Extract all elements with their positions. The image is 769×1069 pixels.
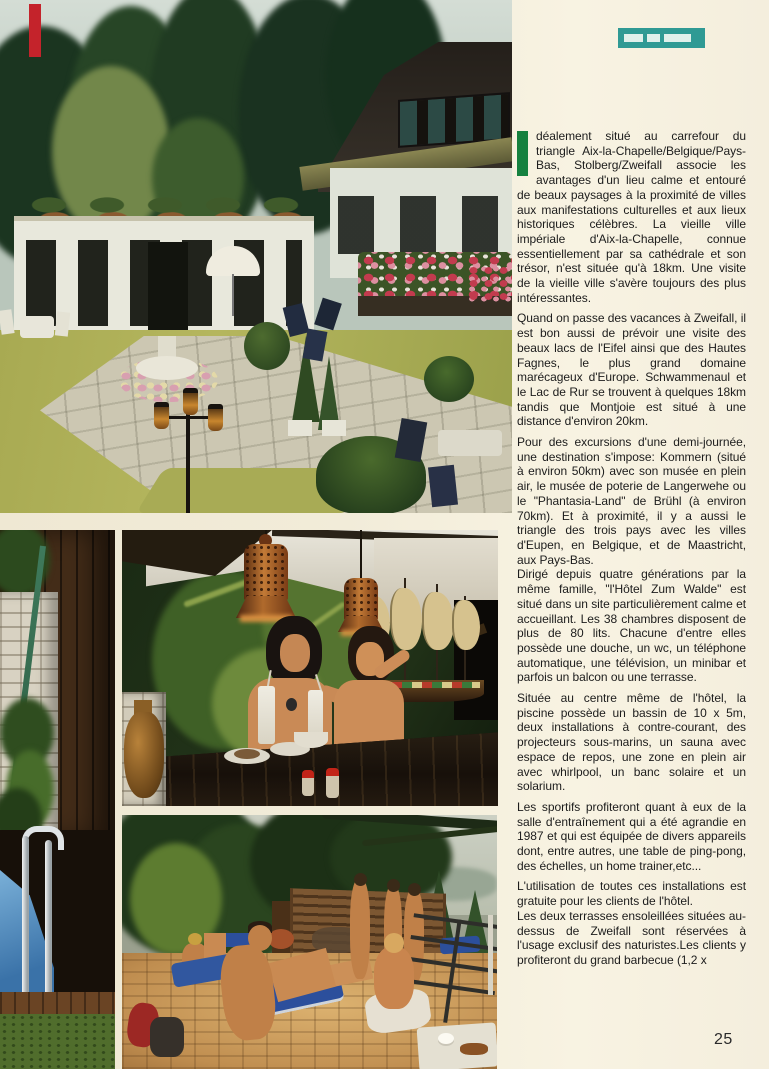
railing-bar <box>414 913 497 930</box>
article-column <box>517 129 746 974</box>
ladder-rail <box>22 836 29 998</box>
seated-woman <box>374 947 414 1009</box>
seated-woman-head <box>384 933 404 953</box>
paragraph-text: déalement situé au carrefour du triangle Aix-la-Chapelle/Belgique/Pays-Bas, Stolberg/Zweifall associe les avantages d'un lieu calme et entouré de beaux paysages à la proximité de villes aux manifestations culturelles et aux lieux historiques célèbres. La vieille ville impériale d'Aix-la-Chapelle, connue essentiellement par sa cathédrale et son trésor, n'est située qu'à 18km. Une visite de la vieille ville s'avère toujours des plus intéressantes. <box>517 129 746 305</box>
paragraph: Située au centre même de l'hôtel, la piscine possède un bassin de 10 x 5m, deux installations à contre-courant, des projecteurs sous-marins, un sauna avec espace de repos, une zone en plein air avec whirlpool, un banc solaire et un solarium. <box>517 691 746 794</box>
brass-pot <box>124 712 164 798</box>
grass <box>0 1014 115 1069</box>
lantern <box>154 402 169 429</box>
ship-sail <box>452 600 480 650</box>
dropcap-bar <box>517 131 528 176</box>
terrace-photo <box>122 815 497 1069</box>
ladder-rail <box>45 840 52 998</box>
paragraph: Dirigé depuis quatre générations par la même famille, "l'Hôtel Zum Walde" est situé dans un site particulièrement calme et accueillant. Les 38 chambres disposent de plus de 80 lits. Chacune d'entre elles possède une douche, un wc, un téléphone automatique, une télévision, un minibar et parfois un balcon ou une terrasse. <box>517 567 746 685</box>
house-windows <box>338 196 508 254</box>
patio-chair <box>314 298 342 331</box>
milkshake-glass <box>258 686 275 744</box>
pepper-shaker <box>326 768 339 798</box>
copper-lantern <box>244 544 288 600</box>
paragraph: L'utilisation de toutes ces installations est gratuite pour les clients de l'hôtel. <box>517 879 746 909</box>
garden-photo <box>0 0 512 513</box>
flower-box <box>466 264 512 304</box>
paragraph: Quand on passe des vacances à Zweifall, il est bon aussi de prévoir une visite des beaux lacs de l'Eifel ainsi que des Hautes Fagnes, le plus grand domaine marécageux d'Europe. Schwammenaul et le Lac de Rur se trouvent à quelques 18km tandis que Montjoie est situé à une distance d'environ 20km. <box>517 311 746 429</box>
white-planters <box>288 420 346 436</box>
side-strip-photo <box>0 530 115 1069</box>
building-door <box>148 242 188 340</box>
paragraph: Pour des excursions d'une demi-journée, une destination s'impose: Kommern (situé à environ 50km) avec son musée en plein air, le musée de poterie de Langerwehe ou le "Phantasia-Land" de Brühl (à environ 70km). Et à proximité, il y a aussi le triangle des trois pays avec les villes d'Eupen, en Belgique, et de Maastricht, aux Pays-Bas. <box>517 435 746 567</box>
paragraph: Les sportifs profiteront quant à eux de la salle d'entraînement qui a été agrandie en 1987 et qui est équipée de divers appareils dont, entre autres, une table de ping-pong, des échelles, un home trainer,etc... <box>517 799 746 873</box>
badge-mark <box>624 34 643 42</box>
patio-table <box>438 430 502 456</box>
railing-post <box>443 919 461 1023</box>
garden-chair <box>0 309 15 335</box>
woman-face <box>280 634 310 672</box>
paragraph: Les deux terrasses ensoleillées situées au-dessus de Zweifall sont réservées à l'usage exclusif des naturistes.Les clients y profiteront du grand barbecue (1,2 x <box>517 908 746 967</box>
red-accent-bar <box>29 4 41 57</box>
patio-chair <box>428 465 458 507</box>
copper-lantern <box>344 578 378 620</box>
garden-table <box>20 316 54 338</box>
round-topiary <box>244 322 290 370</box>
paragraph-intro <box>517 129 746 305</box>
bar-photo <box>122 530 498 806</box>
fountain-basin <box>136 356 198 380</box>
person-head <box>408 883 421 896</box>
lantern-chain <box>360 530 362 580</box>
badge-mark <box>664 34 691 42</box>
necklace <box>286 698 297 711</box>
person-head <box>354 873 367 886</box>
standing-person <box>350 879 370 979</box>
person-head <box>387 879 400 892</box>
category-badge <box>618 28 705 48</box>
garden-chair <box>55 311 70 336</box>
salt-shaker <box>302 770 314 796</box>
coffee-cup <box>438 1033 454 1044</box>
food-plate <box>460 1043 488 1055</box>
bush <box>424 356 474 402</box>
food <box>234 749 260 759</box>
bowl <box>294 732 328 748</box>
parasol-pole <box>232 274 234 316</box>
dark-towel <box>150 1017 184 1057</box>
page-number: 25 <box>714 1031 733 1048</box>
badge-mark <box>647 34 660 42</box>
lantern <box>183 388 198 415</box>
sunbather-head <box>188 933 202 945</box>
lantern <box>208 404 223 431</box>
white-post <box>488 915 493 995</box>
